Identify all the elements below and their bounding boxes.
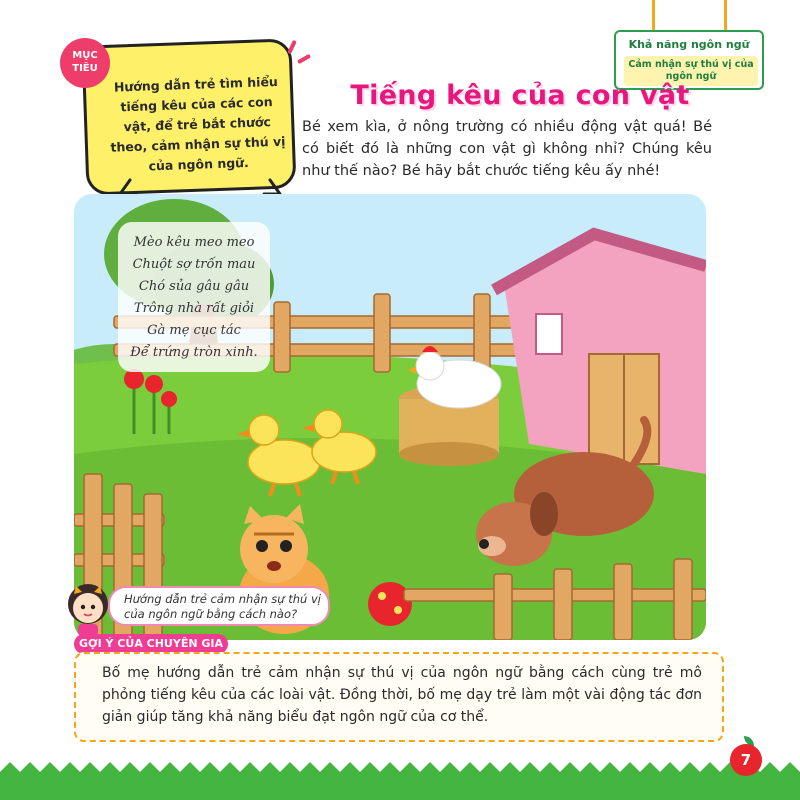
objective-badge bbox=[60, 38, 110, 88]
poem-line: Chó sủa gâu gâu bbox=[138, 279, 250, 294]
objective-text: Hướng dẫn trẻ tìm hiểu tiếng kêu của các con vật, để trẻ bắt chước theo, cảm nhận sự thú vị của ngôn ngữ. bbox=[110, 73, 286, 174]
objective-bubble bbox=[81, 38, 296, 195]
expert-tag: GỢI Ý CỦA CHUYÊN GIA bbox=[74, 634, 228, 654]
girl-icon bbox=[62, 580, 114, 636]
skill-title: Khả năng ngôn ngữ bbox=[628, 38, 750, 51]
poem-card bbox=[118, 222, 270, 372]
expert-text: Bố mẹ hướng dẫn trẻ cảm nhận sự thú vị của ngôn ngữ bằng cách cùng trẻ mô phỏng tiếng kêu của các loài vật. Đồng thời, bố mẹ dạy trẻ làm một vài động tác đơn giản giúp tăng khả năng biểu đạt ngôn ngữ của cơ thể. bbox=[102, 665, 702, 725]
grass-border bbox=[0, 762, 800, 800]
objective-badge-line1: MỤC bbox=[72, 50, 98, 61]
intro-paragraph: Bé xem kìa, ở nông trường có nhiều động vật quá! Bé có biết đó là những con vật gì không nhỉ? Chúng kêu như thế nào? Bé hãy bắt chước tiếng kêu ấy nhé! bbox=[302, 119, 712, 179]
poem-line: Mèo kêu meo meo bbox=[133, 235, 255, 250]
page-title: Tiếng kêu của con vật bbox=[350, 80, 690, 111]
poem-line: Để trứng tròn xinh. bbox=[130, 345, 258, 360]
poem-line: Trông nhà rất giỏi bbox=[133, 301, 255, 316]
skill-subtitle: Cảm nhận sự thú vị của ngôn ngữ bbox=[624, 56, 758, 86]
page-number: 7 bbox=[730, 744, 762, 776]
poem-line: Gà mẹ cục tác bbox=[147, 323, 241, 338]
sparkle-icon bbox=[287, 40, 297, 54]
expert-box bbox=[74, 652, 724, 742]
question-bubble: Hướng dẫn trẻ cảm nhận sự thú vị của ngôn ngữ bằng cách nào? bbox=[108, 586, 330, 626]
objective-badge-line2: TIÊU bbox=[72, 63, 98, 74]
poem-line: Chuột sợ trốn mau bbox=[132, 257, 256, 272]
sparkle-icon bbox=[297, 54, 311, 64]
